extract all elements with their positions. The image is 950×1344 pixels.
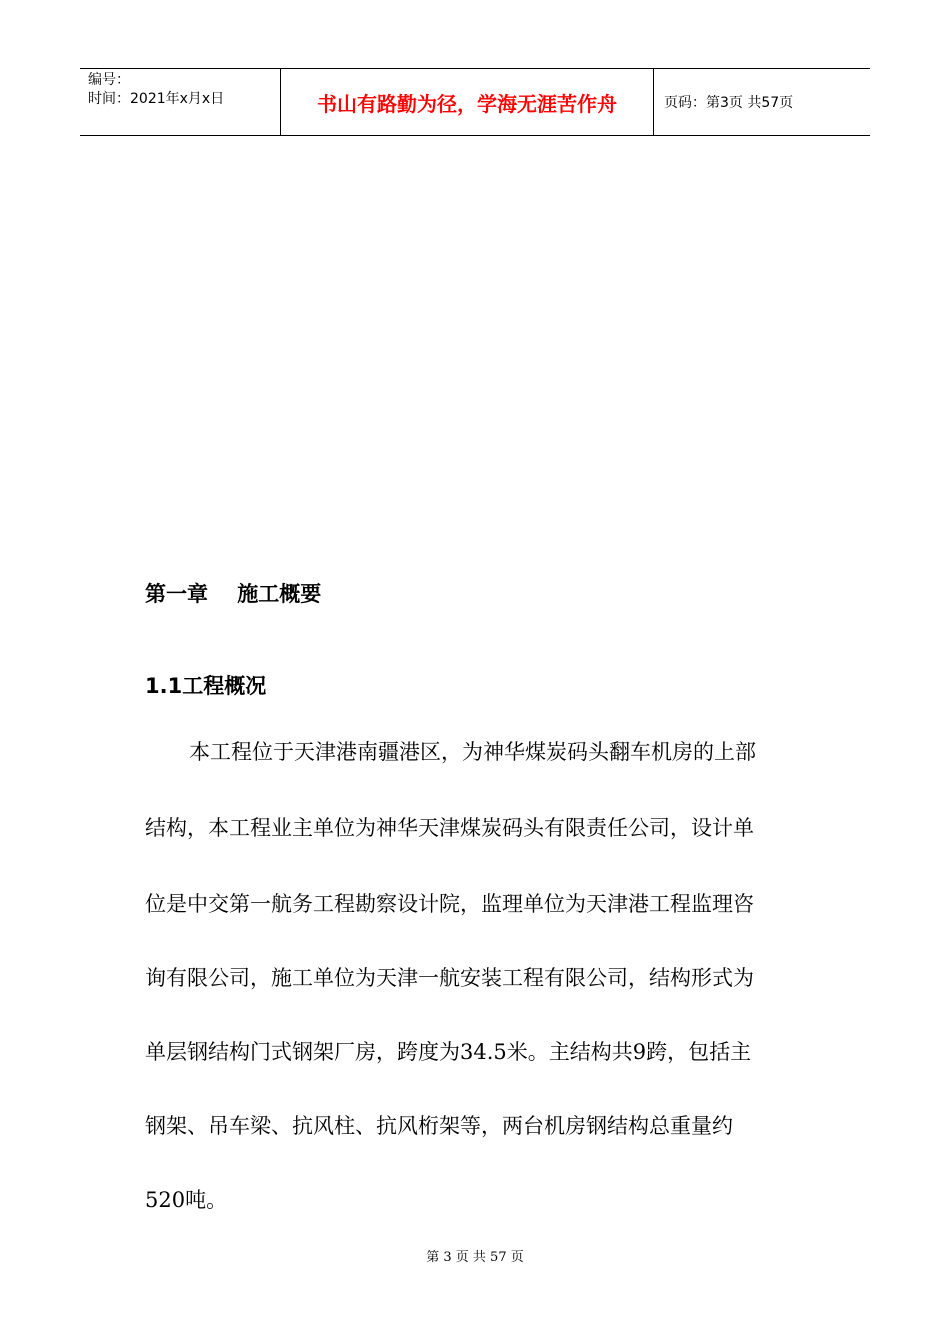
document-number-label: 编号：: [88, 72, 130, 88]
body-line: 结构，本工程业主单位为神华天津煤炭码头有限责任公司，设计单: [145, 816, 754, 840]
header-motto: 书山有路勤为径，学海无涯苦作舟: [281, 69, 654, 135]
page-header: [80, 68, 870, 136]
body-line: 单层钢结构门式钢架厂房，跨度为34.5米。主结构共9跨，包括主: [145, 1040, 752, 1064]
body-line: 钢架、吊车梁、抗风柱、抗风桁架等，两台机房钢结构总重量约: [145, 1114, 733, 1138]
header-page-info: 页码：第3页 共57页: [664, 95, 794, 111]
page-footer: 第 3 页 共 57 页: [426, 1250, 524, 1265]
chapter-title: 第一章 施工概要: [145, 582, 322, 606]
body-line: 520吨。: [145, 1188, 228, 1212]
body-line: 本工程位于天津港南疆港区，为神华煤炭码头翻车机房的上部: [189, 740, 756, 764]
body-line: 位是中交第一航务工程勘察设计院，监理单位为天津港工程监理咨: [145, 892, 754, 916]
body-line: 询有限公司，施工单位为天津一航安装工程有限公司，结构形式为: [145, 966, 754, 990]
document-time-label: 时间：2021年x月x日: [88, 91, 225, 107]
section-title: 1.1工程概况: [145, 674, 267, 698]
header-meta: [80, 69, 281, 135]
